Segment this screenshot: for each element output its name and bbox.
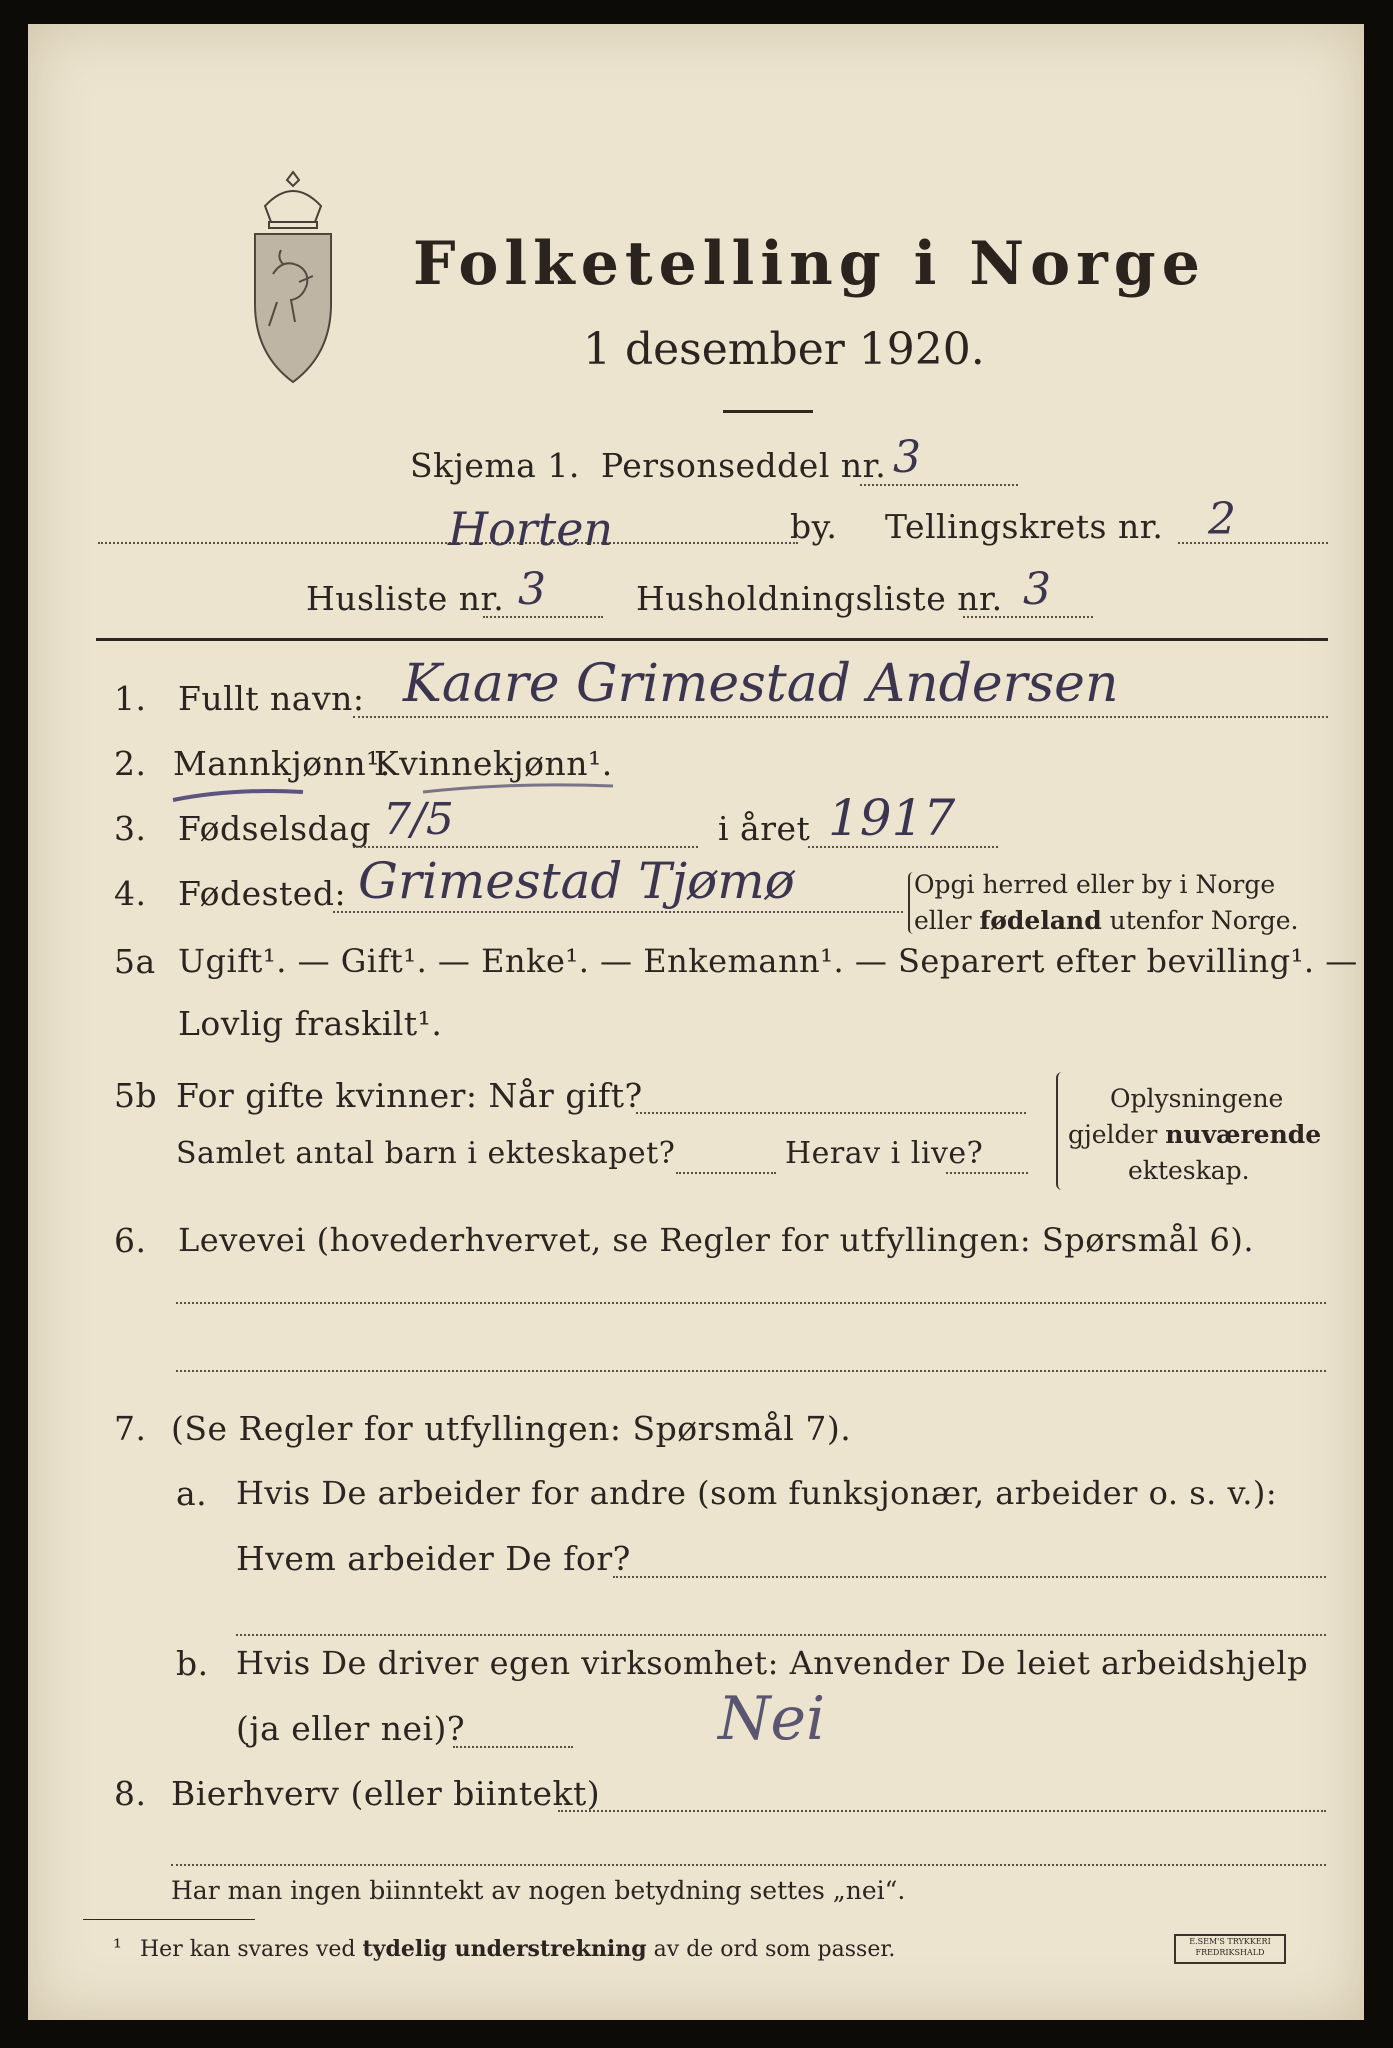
q1-label: Fullt navn: <box>178 679 365 718</box>
title-divider <box>723 410 813 413</box>
footnote-text-c: av de ord som passer. <box>653 1937 896 1962</box>
census-date: 1 desember 1920. <box>583 324 985 375</box>
q3-birth-date: 7/5 <box>383 794 454 845</box>
q5a-number: 5a <box>114 942 156 981</box>
q8-number: 8. <box>114 1774 147 1813</box>
q2-male: Mannkjønn¹. <box>173 744 391 783</box>
q4-label: Fødested: <box>178 874 347 913</box>
footnote-marker: ¹ <box>113 1936 122 1961</box>
q5b-line3 <box>946 1172 1028 1174</box>
q6-line1 <box>176 1302 1326 1304</box>
q7-text: (Se Regler for utfyllingen: Spørsmål 7). <box>171 1409 852 1448</box>
q7-number: 7. <box>114 1409 147 1448</box>
q8-note: Har man ingen biinntekt av nogen betydning settes „nei“. <box>171 1876 906 1905</box>
q4-note-or: eller <box>914 906 972 935</box>
footnote-text-b: tydelig understrekning <box>362 1936 647 1962</box>
city-value: Horten <box>448 502 614 556</box>
q3-birth-year: 1917 <box>828 789 956 847</box>
printer-stamp-line2: FREDRIKSHALD <box>1195 1948 1265 1957</box>
norwegian-coat-of-arms-icon <box>243 164 343 389</box>
q7a-employer-label: Hvem arbeider De for? <box>236 1539 631 1578</box>
q8-line2 <box>171 1864 1326 1866</box>
q5b-note3: ekteskap. <box>1128 1156 1250 1185</box>
q7b-text: Hvis De driver egen virksomhet: Anvender De leiet arbeidshjelp <box>236 1644 1309 1682</box>
q7a-text: Hvis De arbeider for andre (som funksjonær, arbeider o. s. v.): <box>236 1474 1278 1512</box>
personseddel-value: 3 <box>893 432 921 483</box>
husliste-line <box>483 616 603 618</box>
q5b-children: Samlet antal barn i ekteskapet? <box>176 1136 676 1171</box>
husholdningsliste-value: 3 <box>1023 564 1051 615</box>
q7b-line <box>453 1746 573 1748</box>
q5b-alive: Herav i live? <box>785 1136 984 1171</box>
q2-female: Kvinnekjønn¹. <box>374 744 613 783</box>
tellingskrets-line <box>1178 542 1328 544</box>
husholdningsliste-label: Husholdningsliste nr. <box>636 579 1003 618</box>
tellingskrets-value: 2 <box>1208 494 1236 545</box>
q7b-answer: Nei <box>718 1684 826 1754</box>
q3-label: Fødselsdag <box>178 809 371 848</box>
q7b-yes-no-label: (ja eller nei)? <box>236 1709 466 1748</box>
footnote-text-a: Her kan svares ved <box>140 1937 356 1962</box>
q1-full-name: Kaare Grimestad Andersen <box>403 654 1119 714</box>
q2-number: 2. <box>114 744 147 783</box>
q7a-line2 <box>236 1634 1326 1636</box>
printer-stamp-line1: E.SEM'S TRYKKERI <box>1189 1937 1271 1946</box>
q5b-brace <box>1056 1072 1068 1190</box>
footnote-text <box>140 1936 895 1962</box>
q5b-note2 <box>1068 1120 1321 1149</box>
husliste-value: 3 <box>518 564 546 615</box>
q5b-line1 <box>636 1112 1026 1114</box>
husholdningsliste-line <box>963 616 1093 618</box>
q7a-number: a. <box>176 1474 208 1513</box>
form-title: Folketelling i Norge <box>413 229 1206 299</box>
q4-line <box>333 911 903 913</box>
q5b-number: 5b <box>114 1076 158 1115</box>
footnote-divider <box>83 1919 255 1920</box>
q7a-line1 <box>613 1576 1326 1578</box>
husliste-label: Husliste nr. <box>306 579 505 618</box>
q5b-line2 <box>676 1172 776 1174</box>
q3-year-label: i året <box>718 809 811 848</box>
q5a-options-2: Lovlig fraskilt¹. <box>178 1004 443 1043</box>
q4-note-line1: Opgi herred eller by i Norge <box>914 870 1276 899</box>
q4-note-outside: utenfor Norge. <box>1109 906 1299 935</box>
q1-number: 1. <box>114 679 147 718</box>
q4-number: 4. <box>114 874 147 913</box>
q6-number: 6. <box>114 1221 147 1260</box>
q4-birthplace: Grimestad Tjømø <box>358 852 795 910</box>
personseddel-line <box>860 484 1018 486</box>
skjema-label: Skjema 1. <box>410 446 580 485</box>
section-divider <box>96 638 1328 641</box>
q4-note-line2 <box>914 906 1299 935</box>
q3-date-line <box>353 846 698 848</box>
census-form-page <box>28 24 1364 2020</box>
q1-line <box>353 716 1328 718</box>
q5b-note-applies: gjelder <box>1068 1120 1158 1149</box>
q5a-options: Ugift¹. — Gift¹. — Enke¹. — Enkemann¹. — Separert efter bevilling¹. — <box>178 942 1358 980</box>
q6-line2 <box>176 1370 1326 1372</box>
q5b-note-current: nuværende <box>1165 1120 1322 1149</box>
printer-stamp <box>1174 1934 1286 1964</box>
by-label: by. <box>790 507 838 546</box>
q5b-married-when: For gifte kvinner: Når gift? <box>176 1076 643 1115</box>
q8-text: Bierhverv (eller biintekt) <box>171 1774 601 1813</box>
q3-number: 3. <box>114 809 147 848</box>
q8-line1 <box>558 1810 1326 1812</box>
personseddel-label: Personseddel nr. <box>601 446 887 485</box>
q7b-number: b. <box>176 1644 209 1683</box>
q5b-note1: Oplysningene <box>1110 1084 1284 1113</box>
q4-note-foreign: fødeland <box>979 906 1102 935</box>
q6-text: Levevei (hovederhvervet, se Regler for utfyllingen: Spørsmål 6). <box>178 1221 1255 1259</box>
tellingskrets-label: Tellingskrets nr. <box>885 507 1164 546</box>
